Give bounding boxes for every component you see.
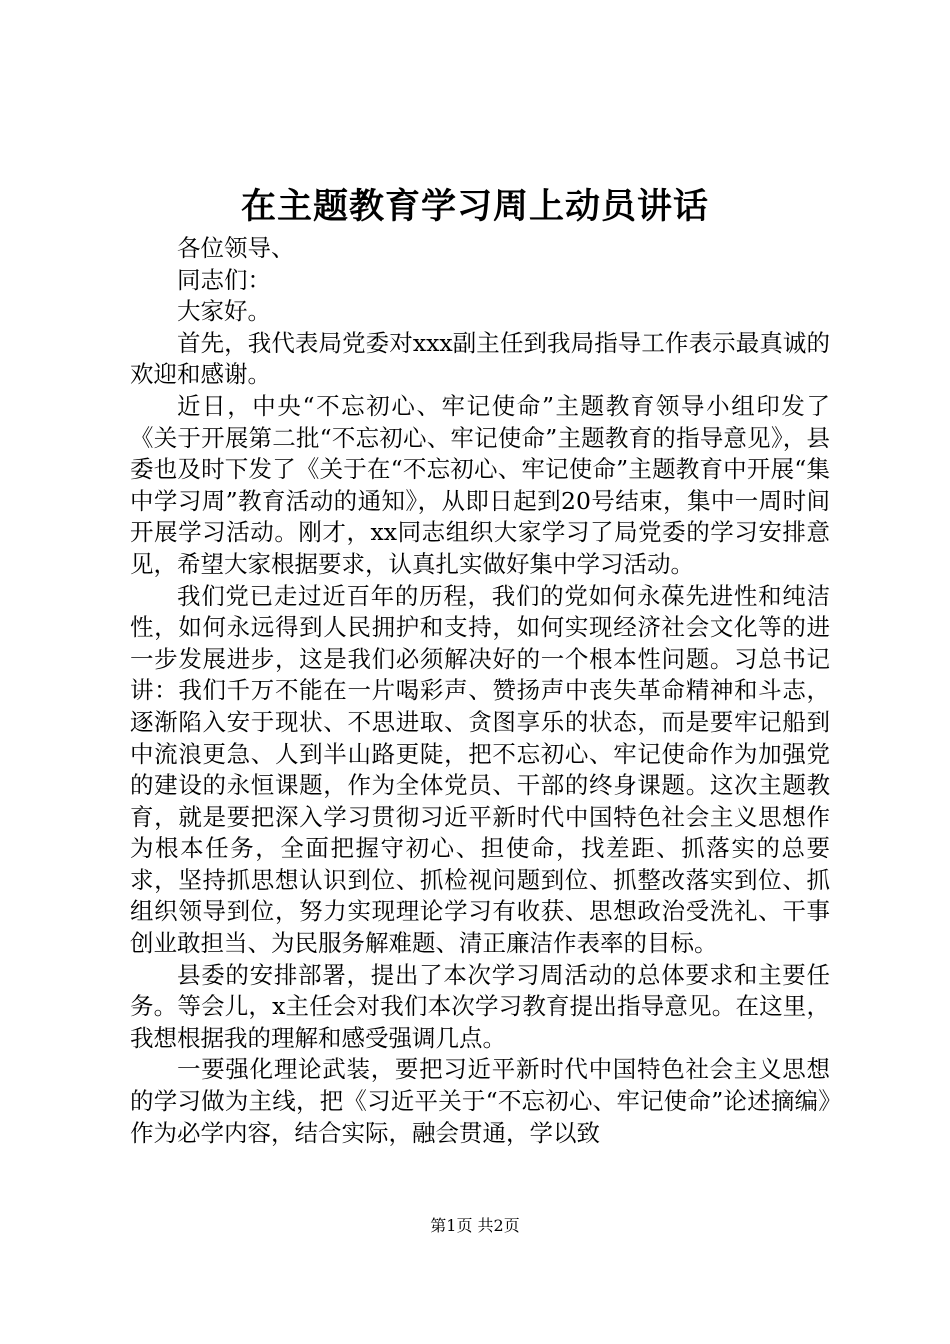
salutation-comrades: 同志们：: [177, 265, 271, 294]
greeting: 大家好。: [177, 297, 271, 326]
page-number-footer: 第1页 共2页: [430, 1216, 520, 1235]
paragraph-party-history: 我们党已走过近百年的历程，我们的党如何永葆先进性和纯洁性，如何永远得到人民拥护和支持，如何实现经济社会文化等的进一步发展进步，这是我们必须解决好的一个根本性问题。习总书记讲：我们千万不能在一片喝彩声、赞扬声中丧失革命精神和斗志，逐渐陷入安于现状、不思进取、贪图享乐的状态，而是要牢记船到中流浪更急、人到半山路更陡，把不忘初心、牢记使命作为加强党的建设的永恒课题，作为全体党员、干部的终身课题。这次主题教育，就是要把深入学习贯彻习近平新时代中国特色社会主义思想作为根本任务，全面把握守初心、担使命，找差距、抓落实的总要求，坚持抓思想认识到位、抓检视问题到位、抓整改落实到位、抓组织领导到位，努力实现理论学习有收获、思想政治受洗礼、干事创业敢担当、为民服务解难题、清正廉洁作表率的目标。: [130, 581, 830, 958]
salutation-leaders: 各位领导、: [177, 234, 295, 262]
paragraph-point-one: 一要强化理论武装，要把习近平新时代中国特色社会主义思想的学习做为主线，把《习近平关于“不忘初心、牢记使命”论述摘编》作为必学内容，结合实际，融会贯通，学以致: [130, 1055, 830, 1147]
paragraph-notice: 近日，中央“不忘初心、牢记使命”主题教育领导小组印发了《关于开展第二批“不忘初心、牢记使命”主题教育的指导意见》，县委也及时下发了《关于在“不忘初心、牢记使命”主题教育中开展“集中学习周”教育活动的通知》，从即日起到20号结束，集中一周时间开展学习活动。刚才，xx同志组织大家学习了局党委的学习安排意见，希望大家根据要求，认真扎实做好集中学习活动。: [130, 391, 830, 578]
document-body: [130, 233, 830, 1149]
paragraph-welcome: 首先，我代表局党委对xxx副主任到我局指导工作表示最真诚的欢迎和感谢。: [130, 328, 830, 389]
document-title: 在主题教育学习周上动员讲话: [240, 186, 709, 227]
paragraph-county-arrangement: 县委的安排部署，提出了本次学习周活动的总体要求和主要任务。等会儿，x主任会对我们本次学习教育提出指导意见。在这里，我想根据我的理解和感受强调几点。: [130, 960, 830, 1052]
